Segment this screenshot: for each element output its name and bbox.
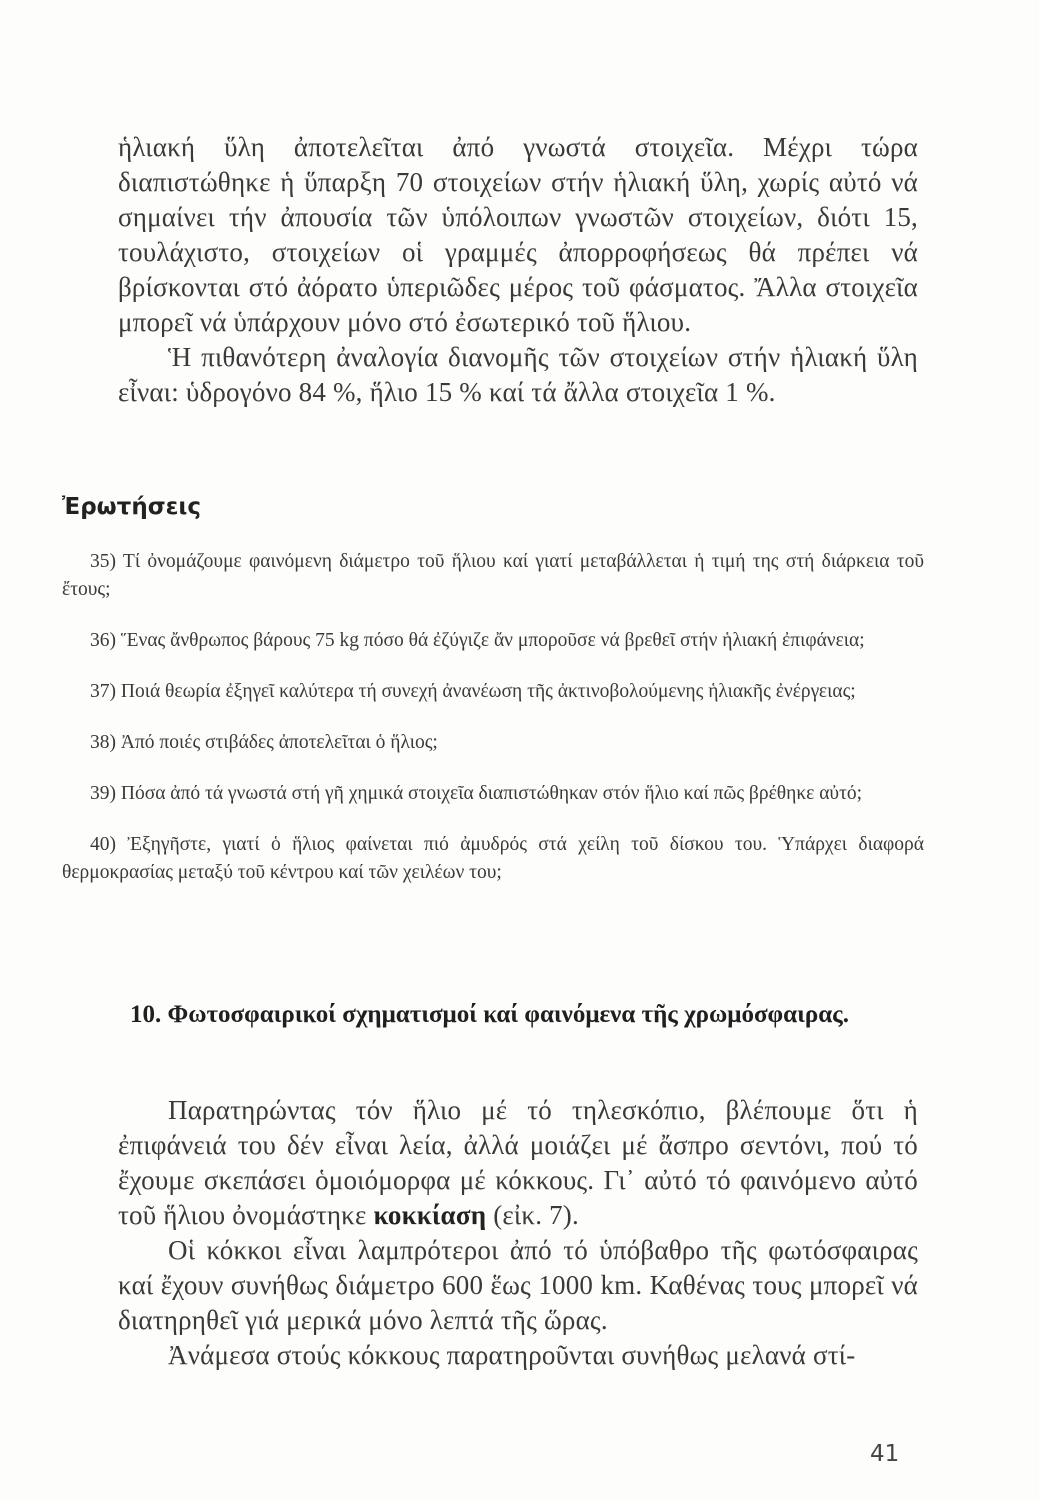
question-39: 39) Πόσα ἀπό τά γνωστά στή γῆ χημικά στοιχεῖα διαπιστώθηκαν στόν ἥλιο καί πῶς βρέθηκε αὐτό;: [90, 783, 863, 804]
question-37: 37) Ποιά θεωρία ἐξηγεῖ καλύτερα τή συνεχή ἀνανέωση τῆς ἀκτινοβολούμενης ἡλιακῆς ἐνέργειας;: [90, 681, 856, 702]
section-heading: 10. Φωτοσφαιρικοί σχηματισμοί καί φαινόμενα τῆς χρωμόσφαιρας.: [130, 1001, 849, 1028]
question-38: 38) Ἀπό ποιές στιβάδες ἀποτελεῖται ὁ ἥλιος;: [90, 732, 438, 753]
questions-heading: Ἐρωτήσεις: [62, 494, 202, 520]
question-40: 40) Ἐξηγῆστε, γιατί ὁ ἥλιος φαίνεται πιό ἀμυδρός στά χείλη τοῦ δίσκου του. Ὑπάρχει διαφορά θερμοκρασίας μεταξύ τοῦ κέντρου καί τῶν χειλέων του;: [62, 834, 924, 883]
intro-text: [118, 130, 918, 410]
paragraph-distribution: Ἡ πιθανότερη ἀναλογία διανομῆς τῶν στοιχείων στήν ἡλιακή ὕλη εἶναι: ὑδρογόνο 84 %, ἥλιο 15 % καί τά ἄλλα στοιχεῖα 1 %.: [118, 342, 918, 407]
paragraph-between-granules: Ἀνάμεσα στούς κόκκους παρατηροῦνται συνήθως μελανά στί-: [168, 1340, 856, 1370]
question-36: 36) Ἕνας ἄνθρωπος βάρους 75 kg πόσο θά ἐζύγιζε ἄν μποροῦσε νά βρεθεῖ στήν ἡλιακή ἐπιφάνεια;: [90, 630, 865, 651]
paragraph-granules: Οἱ κόκκοι εἶναι λαμπρότεροι ἀπό τό ὑπόβαθρο τῆς φωτόσφαιρας καί ἔχουν συνήθως διάμετρο 600 ἕως 1000 km. Καθένας τους μπορεῖ νά διατηρηθεῖ γιά μερικά μόνο λεπτά τῆς ὥρας.: [118, 1235, 918, 1335]
granulation-text-end: (εἰκ. 7).: [486, 1200, 579, 1230]
question-35: 35) Τί ὀνομάζουμε φαινόμενη διάμετρο τοῦ ἥλιου καί γιατί μεταβάλλεται ἡ τιμή της στή διάρκεια τοῦ ἔτους;: [62, 551, 924, 600]
questions-list: [62, 548, 924, 910]
term-granulation: κοκκίαση: [373, 1200, 487, 1230]
page-number: 41: [870, 1441, 900, 1467]
granulation-text-start: Παρατηρώντας τόν ἥλιο μέ τό τηλεσκόπιο, βλέπουμε ὅτι ἡ ἐπιφάνειά του δέν εἶναι λεία, ἀλλά μοιάζει μέ ἄσπρο σεντόνι, πού τό ἔχουμε σκεπάσει ὁμοιόμορφα μέ κόκκους. Γι᾽ αὐτό τό φαινόμενο αὐτό τοῦ ἥλιου ὀνομάστηκε: [118, 1095, 918, 1230]
paragraph-elements: ἡλιακή ὕλη ἀποτελεῖται ἀπό γνωστά στοιχεῖα. Μέχρι τώρα διαπιστώθηκε ἡ ὕπαρξη 70 στοιχείων στήν ἡλιακή ὕλη, χωρίς αὐτό νά σημαίνει τήν ἀπουσία τῶν ὑπόλοιπων γνωστῶν στοιχείων, διότι 15, τουλάχιστο, στοιχείων οἱ γραμμές ἀπορροφήσεως θά πρέπει νά βρίσκονται στό ἀόρατο ὑπεριῶδες μέρος τοῦ φάσματος. Ἄλλα στοιχεῖα μπορεῖ νά ὑπάρχουν μόνο στό ἐσωτερικό τοῦ ἥλιου.: [118, 132, 918, 337]
paragraph-granulation: [118, 1093, 918, 1233]
section-body: [118, 1093, 918, 1373]
